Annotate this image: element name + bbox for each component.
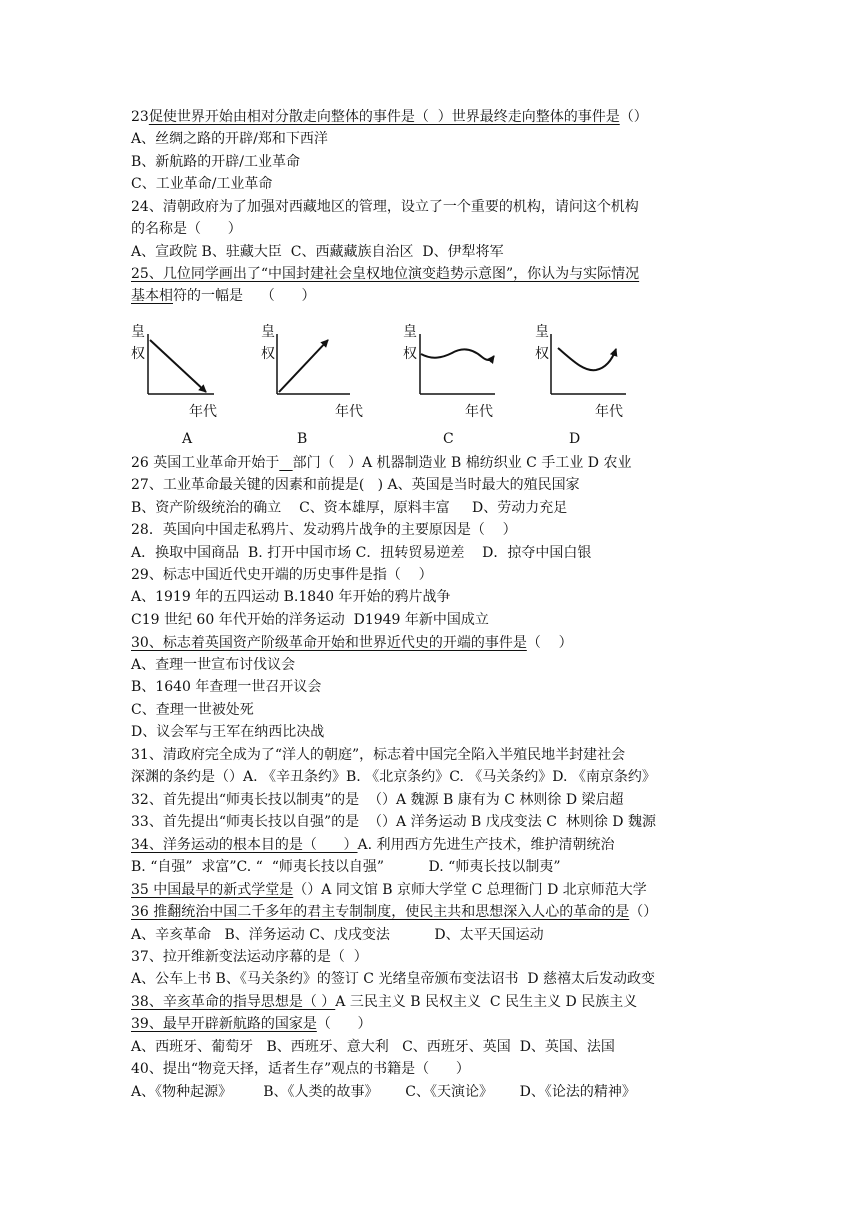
q23-option-c: C、工业革命/工业革命 xyxy=(131,176,273,192)
q26-lead: 26 英国工业革命开始于 xyxy=(131,455,280,471)
sketch-b xyxy=(261,324,363,447)
sketch-d-option: D xyxy=(569,431,581,447)
q34-options: B. “自强” 求富”C. “ “师夷长技以自强” D. “师夷长技以制夷” xyxy=(131,859,561,875)
sketch-c-option: C xyxy=(443,431,454,447)
q39-stem xyxy=(131,1013,372,1035)
q25-stem-line2 xyxy=(131,285,316,307)
sketch-a-ylabel-1: 皇 xyxy=(131,324,145,340)
q37-stem: 37、拉开维新变法运动序幕的是（ ） xyxy=(131,949,368,965)
q29-options-1: A、1919 年的五四运动 B.1840 年开始的鸦片战争 xyxy=(131,589,451,605)
q24-stem-line1: 24、清朝政府为了加强对西藏地区的管理，设立了一个重要的机构，请问这个机构 xyxy=(131,199,639,215)
sketch-c xyxy=(403,324,495,447)
sketch-a-xlabel: 年代 xyxy=(189,404,217,420)
q28-stem: 28．英国向中国走私鸦片、发动鸦片战争的主要原因是（ ） xyxy=(131,522,517,538)
q29-stem: 29、标志中国近代史开端的历史事件是指（ ） xyxy=(131,567,433,583)
q26-rest: 部门（ ）A 机器制造业 B 棉纺织业 C 手工业 D 农业 xyxy=(292,455,632,471)
q38-options: A 三民主义 B 民权主义 C 民生主义 D 民族主义 xyxy=(335,994,638,1010)
q39-options: A、西班牙、葡萄牙 B、西班牙、意大利 C、西班牙、英国 D、英国、法国 xyxy=(131,1039,615,1055)
q34-text: 34、洋务运动的根本目的是（ ） xyxy=(131,837,358,853)
q24-stem-line2: 的名称是（ ） xyxy=(131,221,242,237)
sketch-d-trend xyxy=(558,348,616,370)
q27-line2: B、资产阶级统治的确立 C、资本雄厚，原料丰富 D、劳动力充足 xyxy=(131,500,568,516)
q30-option-d: D、议会军与王军在纳西比决战 xyxy=(131,724,325,740)
q32: 32、首先提出“师夷长技以制夷”的是 （）A 魏源 B 康有为 C 林则徐 D 梁启超 xyxy=(131,792,624,808)
sketch-a-trend xyxy=(150,340,206,392)
q39-paren: （ ） xyxy=(316,1016,372,1032)
q35-text: 35 中国最早的新式学堂是 xyxy=(131,882,294,898)
q28-options: A．换取中国商品 B. 打开中国市场 C．扭转贸易逆差 D．掠夺中国白银 xyxy=(131,545,592,561)
q23-paren: （） xyxy=(619,109,648,125)
q26 xyxy=(131,452,631,474)
sketch-d-xlabel: 年代 xyxy=(595,404,623,420)
q37-options: A、公车上书 B、《马关条约》的签订 C 光绪皇帝颁布变法诏书 D 慈禧太后发动政变 xyxy=(131,971,656,987)
q25-underlined: 基本相 xyxy=(131,288,173,304)
q39-text: 39、最早开辟新航路的国家是 xyxy=(131,1016,317,1032)
q30-paren: （ ） xyxy=(526,635,573,651)
sketch-b-ylabel-2: 权 xyxy=(261,346,275,362)
q36-text: 36 推翻统治中国二千多年的君主专制制度，使民主共和思想深入人心的革命的是 xyxy=(131,904,630,920)
q27-line1: 27、工业革命最关键的因素和前提是( ) A、英国是当时最大的殖民国家 xyxy=(131,477,580,493)
q25-trend-sketches xyxy=(0,320,860,450)
sketch-c-xlabel: 年代 xyxy=(465,404,493,420)
q30-option-b: B、1640 年查理一世召开议会 xyxy=(131,679,322,695)
q38-text: 38、辛亥革命的指导思想是（ ） xyxy=(131,994,336,1010)
q35-options: （）A 同文馆 B 京师大学堂 C 总理衙门 D 北京师范大学 xyxy=(293,882,647,898)
q40-stem: 40、提出“物竞天择，适者生存”观点的书籍是（ ） xyxy=(131,1061,470,1077)
q36-paren: （） xyxy=(629,904,658,920)
sketch-b-trend xyxy=(279,340,328,392)
q36-stem xyxy=(131,901,657,923)
q24-options: A、宣政院 B、驻藏大臣 C、西藏藏族自治区 D、伊犁将军 xyxy=(131,244,504,260)
q34-stem xyxy=(131,834,615,856)
q38 xyxy=(131,991,637,1013)
sketch-c-ylabel-2: 权 xyxy=(403,346,417,362)
q25-rest: 符的一幅是 （ ） xyxy=(173,288,316,304)
q23-stem xyxy=(131,106,648,128)
sketch-b-xlabel: 年代 xyxy=(335,404,363,420)
q40-options: A、《物种起源》 B、《人类的故事》 C、《天演论》 D、《论法的精神》 xyxy=(131,1084,636,1100)
sketch-a xyxy=(131,324,217,447)
sketch-c-ylabel-1: 皇 xyxy=(403,324,417,340)
sketch-a-option: A xyxy=(182,431,193,447)
q34-option-a: A. 利用西方先进生产技术，维护清朝统治 xyxy=(357,837,615,853)
q26-blank xyxy=(279,455,292,471)
sketch-a-ylabel-2: 权 xyxy=(131,346,145,362)
q23-option-b: B、新航路的开辟/工业革命 xyxy=(131,154,301,170)
q23-number: 23 xyxy=(131,109,149,125)
q35 xyxy=(131,879,647,901)
q36-options: A、辛亥革命 B、洋务运动 C、戊戌变法 D、太平天国运动 xyxy=(131,927,544,943)
sketch-d-ylabel-2: 权 xyxy=(535,346,549,362)
q23-option-a: A、丝绸之路的开辟/郑和下西洋 xyxy=(131,131,328,147)
q30-text: 30、标志着英国资产阶级革命开始和世界近代史的开端的事件是 xyxy=(131,635,527,651)
sketch-c-trend xyxy=(421,349,494,360)
q31-line1: 31、清政府完全成为了“洋人的朝庭”，标志着中国完全陷入半殖民地半封建社会 xyxy=(131,747,626,763)
sketch-d xyxy=(535,324,626,447)
q30-option-c: C、查理一世被处死 xyxy=(131,702,254,718)
sketch-d-ylabel-1: 皇 xyxy=(535,324,549,340)
sketch-b-ylabel-1: 皇 xyxy=(261,324,275,340)
sketch-b-option: B xyxy=(297,431,308,447)
q29-options-2: C19 世纪 60 年代开始的洋务运动 D1949 年新中国成立 xyxy=(131,612,489,628)
q30-option-a: A、查理一世宣布讨伐议会 xyxy=(131,657,296,673)
q23-text: 促使世界开始由相对分散走向整体的事件是（ ）世界最终走向整体的事件是 xyxy=(148,109,620,125)
q31-line2: 深渊的条约是（）A. 《辛丑条约》B. 《北京条约》C. 《马关条约》D. 《南京条约》 xyxy=(131,769,656,785)
q33: 33、首先提出“师夷长技以自强”的是 （）A 洋务运动 B 戊戌变法 C 林则徐 D 魏源 xyxy=(131,814,656,830)
q30-stem xyxy=(131,632,573,654)
q25-stem-line1: 25、几位同学画出了“中国封建社会皇权地位演变趋势示意图”，你认为与实际情况 xyxy=(131,266,640,282)
